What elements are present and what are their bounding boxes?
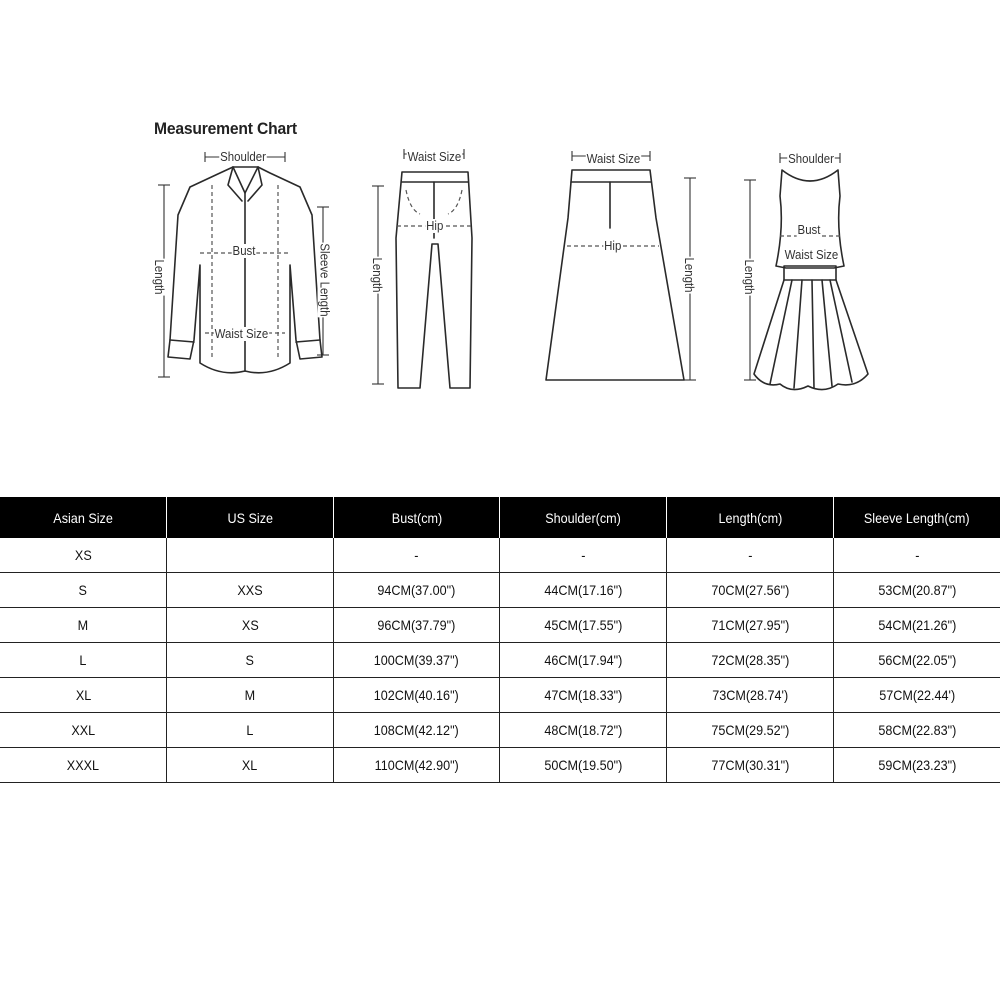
size-table: [0, 497, 1000, 783]
dress-shoulder-label: Shoulder: [788, 151, 834, 166]
cell-bust: 110CM(42.90"): [333, 748, 500, 783]
header-sleeve-length: Sleeve Length(cm): [833, 497, 1000, 538]
header-bust: Bust(cm): [333, 497, 500, 538]
cell-length: 70CM(27.56"): [667, 573, 834, 608]
cell-asian-size: XL: [0, 678, 167, 713]
skirt-hip-label: Hip: [604, 238, 622, 253]
shirt-sleeve-label: Sleeve Length: [317, 243, 333, 317]
cell-length: 72CM(28.35"): [667, 643, 834, 678]
cell-length: -: [667, 538, 834, 573]
shirt-shoulder-label: Shoulder: [220, 149, 266, 164]
table-body: [0, 538, 1000, 783]
shirt-diagram: [150, 145, 340, 385]
cell-asian-size: S: [0, 573, 167, 608]
cell-asian-size: XXL: [0, 713, 167, 748]
cell-us-size: XL: [167, 748, 334, 783]
skirt-diagram: [538, 148, 713, 388]
skirt-waist-label: Waist Size: [586, 151, 641, 166]
cell-us-size: XS: [167, 608, 334, 643]
cell-bust: 96CM(37.79"): [333, 608, 500, 643]
cell-sleeve-length: 57CM(22.44'): [833, 678, 1000, 713]
cell-shoulder: 47CM(18.33"): [500, 678, 667, 713]
cell-shoulder: 46CM(17.94"): [500, 643, 667, 678]
cell-bust: 94CM(37.00"): [333, 573, 500, 608]
cell-asian-size: M: [0, 608, 167, 643]
cell-us-size: [167, 538, 334, 573]
shirt-waist-label: Waist Size: [214, 326, 269, 341]
table-header-row: [0, 497, 1000, 538]
cell-length: 71CM(27.95"): [667, 608, 834, 643]
cell-length: 77CM(30.31"): [667, 748, 834, 783]
shirt-bust-label: Bust: [232, 243, 256, 258]
cell-sleeve-length: 59CM(23.23"): [833, 748, 1000, 783]
cell-shoulder: 50CM(19.50"): [500, 748, 667, 783]
cell-length: 75CM(29.52"): [667, 713, 834, 748]
cell-bust: 100CM(39.37"): [333, 643, 500, 678]
shirt-illustration: [150, 145, 340, 385]
chart-title: Measurement Chart: [154, 119, 297, 138]
dress-bust-label: Bust: [797, 222, 821, 237]
cell-shoulder: 44CM(17.16"): [500, 573, 667, 608]
cell-bust: 108CM(42.12"): [333, 713, 500, 748]
table-row: [0, 678, 1000, 713]
cell-shoulder: 45CM(17.55"): [500, 608, 667, 643]
dress-illustration: [740, 148, 880, 396]
cell-us-size: L: [167, 713, 334, 748]
cell-shoulder: -: [500, 538, 667, 573]
header-asian-size: Asian Size: [0, 497, 167, 538]
dress-diagram: [740, 148, 880, 396]
pants-hip-label: Hip: [426, 218, 444, 233]
cell-us-size: XXS: [167, 573, 334, 608]
cell-asian-size: XS: [0, 538, 167, 573]
shirt-length-label: Length: [151, 259, 167, 295]
cell-us-size: S: [167, 643, 334, 678]
table-row: [0, 538, 1000, 573]
pants-length-label: Length: [369, 257, 385, 293]
dress-length-label: Length: [741, 259, 757, 295]
cell-sleeve-length: 58CM(22.83"): [833, 713, 1000, 748]
cell-asian-size: L: [0, 643, 167, 678]
table-row: [0, 573, 1000, 608]
table-row: [0, 713, 1000, 748]
cell-sleeve-length: 53CM(20.87"): [833, 573, 1000, 608]
header-shoulder: Shoulder(cm): [500, 497, 667, 538]
cell-bust: 102CM(40.16"): [333, 678, 500, 713]
cell-sleeve-length: 56CM(22.05"): [833, 643, 1000, 678]
table-row: [0, 643, 1000, 678]
cell-sleeve-length: 54CM(21.26"): [833, 608, 1000, 643]
table-row: [0, 748, 1000, 783]
dress-waist-label: Waist Size: [784, 247, 839, 262]
skirt-length-label: Length: [681, 257, 697, 293]
pants-diagram: [368, 148, 478, 393]
cell-bust: -: [333, 538, 500, 573]
header-length: Length(cm): [667, 497, 834, 538]
cell-sleeve-length: -: [833, 538, 1000, 573]
header-us-size: US Size: [167, 497, 334, 538]
cell-shoulder: 48CM(18.72"): [500, 713, 667, 748]
cell-us-size: M: [167, 678, 334, 713]
cell-length: 73CM(28.74'): [667, 678, 834, 713]
table-row: [0, 608, 1000, 643]
cell-asian-size: XXXL: [0, 748, 167, 783]
pants-waist-label: Waist Size: [407, 149, 462, 164]
